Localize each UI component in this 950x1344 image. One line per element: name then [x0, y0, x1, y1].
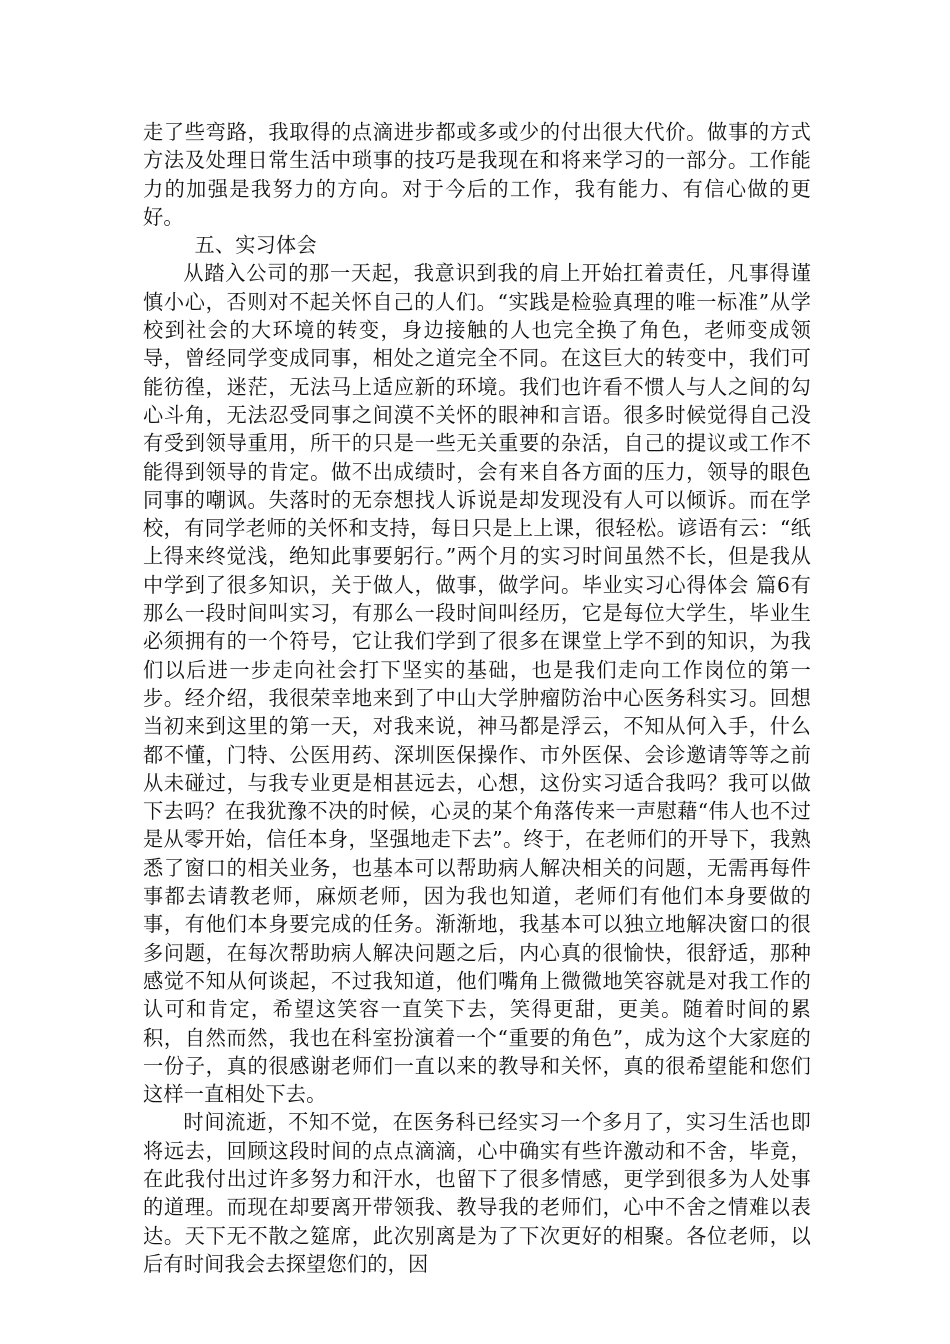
document-page [143, 118, 811, 1278]
section-heading: 五、实习体会 [194, 233, 317, 258]
paragraph-farewell: 时间流逝，不知不觉，在医务科已经实习一个多月了，实习生活也即将远去，回顾这段时间的点点滴滴，心中确实有些许激动和不舍，毕竟，在此我付出过许多努力和汗水，也留下了很多情感，更学到很多为人处事的道理。而现在却要离开带领我、教导我的老师们，心中不舍之情难以表达。天下无不散之筵席，此次别离是为了下次更好的相聚。各位老师，以后有时间我会去探望您们的，因 [143, 1110, 811, 1276]
paragraph-continuation: 走了些弯路，我取得的点滴进步都或多或少的付出很大代价。做事的方式方法及处理日常生活中琐事的技巧是我现在和将来学习的一部分。工作能力的加强是我努力的方向。对于今后的工作，我有能力、有信心做的更好。 [143, 120, 811, 229]
paragraph-internship-reflection: 从踏入公司的那一天起，我意识到我的肩上开始扛着责任，凡事得谨慎小心，否则对不起关怀自己的人们。“实践是检验真理的唯一标准”从学校到社会的大环境的转变，身边接触的人也完全换了角色，老师变成领导，曾经同学变成同事，相处之道完全不同。在这巨大的转变中，我们可能彷徨，迷茫，无法马上适应新的环境。我们也许看不惯人与人之间的勾心斗角，无法忍受同事之间漠不关怀的眼神和言语。很多时候觉得自己没有受到领导重用，所干的只是一些无关重要的杂活，自己的提议或工作不能得到领导的肯定。做不出成绩时，会有来自各方面的压力，领导的眼色同事的嘲讽。失落时的无奈想找人诉说是却发现没有人可以倾诉。而在学校，有同学老师的关怀和支持，每日只是上上课，很轻松。谚语有云：“纸上得来终觉浅，绝知此事要躬行。”两个月的实习时间虽然不长，但是我从中学到了很多知识，关于做人，做事，做学问。毕业实习心得体会 篇6有那么一段时间叫实习，有那么一段时间叫经历，它是每位大学生，毕业生必须拥有的一个符号，它让我们学到了很多在课堂上学不到的知识，为我们以后进一步走向社会打下坚实的基础，也是我们走向工作岗位的第一步。经介绍，我很荣幸地来到了中山大学肿瘤防治中心医务科实习。回想当初来到这里的第一天，对我来说，神马都是浮云，不知从何入手，什么都不懂，门特、公医用药、深圳医保操作、市外医保、会诊邀请等等之前从未碰过，与我专业更是相甚远去，心想，这份实习适合我吗？我可以做下去吗？在我犹豫不决的时候，心灵的某个角落传来一声慰藉“伟人也不过是从零开始，信任本身，坚强地走下去”。终于，在老师们的开导下，我熟悉了窗口的相关业务，也基本可以帮助病人解决相关的问题，无需再每件事都去请教老师，麻烦老师，因为我也知道，老师们有他们本身要做的事，有他们本身要完成的任务。渐渐地，我基本可以独立地解决窗口的很多问题，在每次帮助病人解决问题之后，内心真的很愉快，很舒适，那种感觉不知从何谈起，不过我知道，他们嘴角上微微地笑容就是对我工作的认可和肯定，希望这笑容一直笑下去，笑得更甜，更美。随着时间的累积，自然而然，我也在科室扮演着一个“重要的角色”，成为这个大家庭的一份子，真的很感谢老师们一直以来的教导和关怀，真的很希望能和您们这样一直相处下去。 [143, 261, 811, 1107]
